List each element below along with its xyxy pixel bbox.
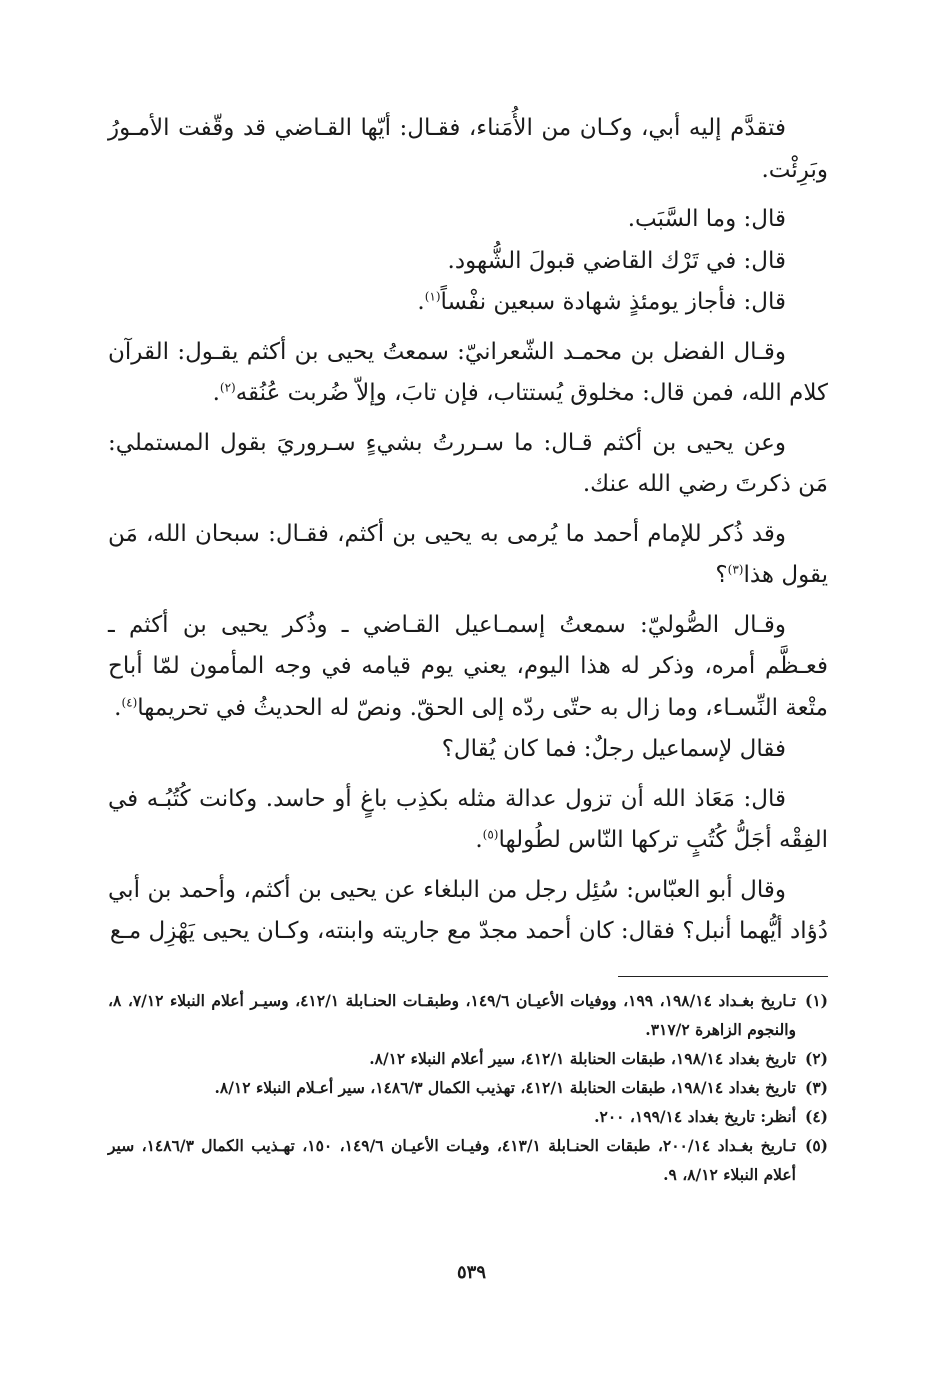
main-text bbox=[108, 108, 828, 953]
footnote-number: (٣) bbox=[804, 1078, 828, 1097]
footnote-number: (٤) bbox=[804, 1107, 828, 1126]
footnote-separator bbox=[618, 976, 828, 977]
footnote-ref[interactable]: (٤) bbox=[121, 694, 138, 709]
footnote-text: تاريخ بغداد ١٩٨/١٤، طبقات الحنابلة ٤١٢/١، سير أعلام النبلاء ٨/١٢. bbox=[369, 1049, 796, 1068]
footnote-1 bbox=[108, 986, 828, 1044]
footnote-3 bbox=[108, 1073, 828, 1102]
paragraph-3: قال: في تَرْك القاضي قبولَ الشُّهود. bbox=[447, 247, 786, 274]
footnote-ref[interactable]: (١) bbox=[424, 289, 441, 304]
paragraph-9: فقال لإسماعيل رجلٌ: فما كان يُقال؟ bbox=[441, 736, 786, 762]
footnote-ref[interactable]: (٢) bbox=[219, 380, 236, 395]
paragraph-7: وقد ذُكر للإمام أحمد ما يُرمى به يحيى بن أكثم، فقـال: سبحان الله، مَن يقول هذا$^{(٣)}$؟ bbox=[108, 520, 828, 588]
footnote-5 bbox=[108, 1131, 828, 1189]
footnote-text: تـاريخ بغـداد ٢٠٠/١٤، طبقات الحنـابلة ٤١٣/١، وفيـات الأعيـان ١٤٩/٦، ١٥٠، تهـذيب الكمال ١٤٨٦/٣، سير أعلام النبلاء ٨/١٢، ٩. bbox=[108, 1136, 797, 1184]
paragraph-8: وقـال الصُّوليّ: سمعتُ إسمـاعيل القـاضي ـ وذُكر يحيى بن أكثم ـ فعـظَّم أمره، وذكر له هذا اليوم، يعني يوم قيامه في وجه المأمون لمّا أباح متْعة النِّسـاء، وما زال به حتّى ردّه إلى الحقّ. ونصّ له الحديثُ في تحريمها$^{(٤)}$. bbox=[108, 611, 828, 721]
book-page bbox=[108, 108, 828, 1184]
paragraph-1: فتقدَّم إليه أبي، وكـان من الأُمَناء، فقـال: أيّها القـاضي قد وقّفت الأمـورُ وبَرِئْت. bbox=[108, 115, 828, 183]
paragraph-6: وعن يحيى بن أكثم قـال: ما سـررتُ بشيءٍ سـروريَ بقول المستملي: مَن ذكرتَ رضي الله عنك. bbox=[108, 429, 828, 497]
footnote-ref[interactable]: (٣) bbox=[727, 562, 744, 577]
footnote-number: (٥) bbox=[804, 1136, 828, 1155]
footnote-number: (١) bbox=[804, 991, 828, 1010]
footnote-text: تاريخ بغداد ١٩٨/١٤، طبقات الحنابلة ٤١٢/١، تهذيب الكمال ١٤٨٦/٣، سير أعـلام النبلاء ٨/١٢. bbox=[214, 1078, 796, 1097]
paragraph-11: وقال أبو العبّاس: سُئِل رجل من البلغاء عن يحيى بن أكثم، وأحمد بن أبي دُؤاد أيُّهما أنبل؟ فقال: كان أحمد مجدّ مع جاريته وابنته، وكـان يحيى يَهْزِل مـع bbox=[108, 876, 828, 944]
footnote-2 bbox=[108, 1044, 828, 1073]
footnote-text: تـاريخ بغـداد ١٩٨/١٤، ١٩٩، ووفيات الأعيـان ١٤٩/٦، وطبقـات الحنـابلة ٤١٢/١، وسيـر أعلام النبلاء ٧/١٢، ٨، والنجوم الزاهرة ٣١٧/٢. bbox=[108, 991, 796, 1039]
footnote-number: (٢) bbox=[804, 1049, 828, 1068]
paragraph-4: قال: فأجاز يومئذٍ شهادة سبعين نفْساً$^{(١)}$. bbox=[417, 289, 786, 315]
paragraph-5: وقـال الفضل بن محمـد الشّعرانيّ: سمعتُ يحيى بن أكثم يقـول: القرآن كلام الله، فمن قال: مخلوق يُستتاب، فإن تابَ، وإلاّ ضُربت عُنُقه$^{(٢)}$. bbox=[108, 338, 828, 406]
paragraph-2: قال: وما السَّبَب. bbox=[627, 206, 786, 232]
footnote-ref[interactable]: (٥) bbox=[482, 827, 499, 842]
footnote-text: أنظر: تاريخ بغداد ١٩٩/١٤، ٢٠٠. bbox=[594, 1107, 796, 1126]
page-number: ٥٣٩ bbox=[456, 1262, 486, 1283]
paragraph-10: قال: مَعَاذ الله أن تزول عدالة مثله بكذِب باغٍ أو حاسد. وكانت كُتُبُـه في الفِقْه أجَلُّ كُتُبٍ تركها النّاس لطُولها$^{(٥)}$. bbox=[108, 785, 828, 853]
footnote-4 bbox=[108, 1102, 828, 1131]
footnotes bbox=[108, 986, 828, 1189]
